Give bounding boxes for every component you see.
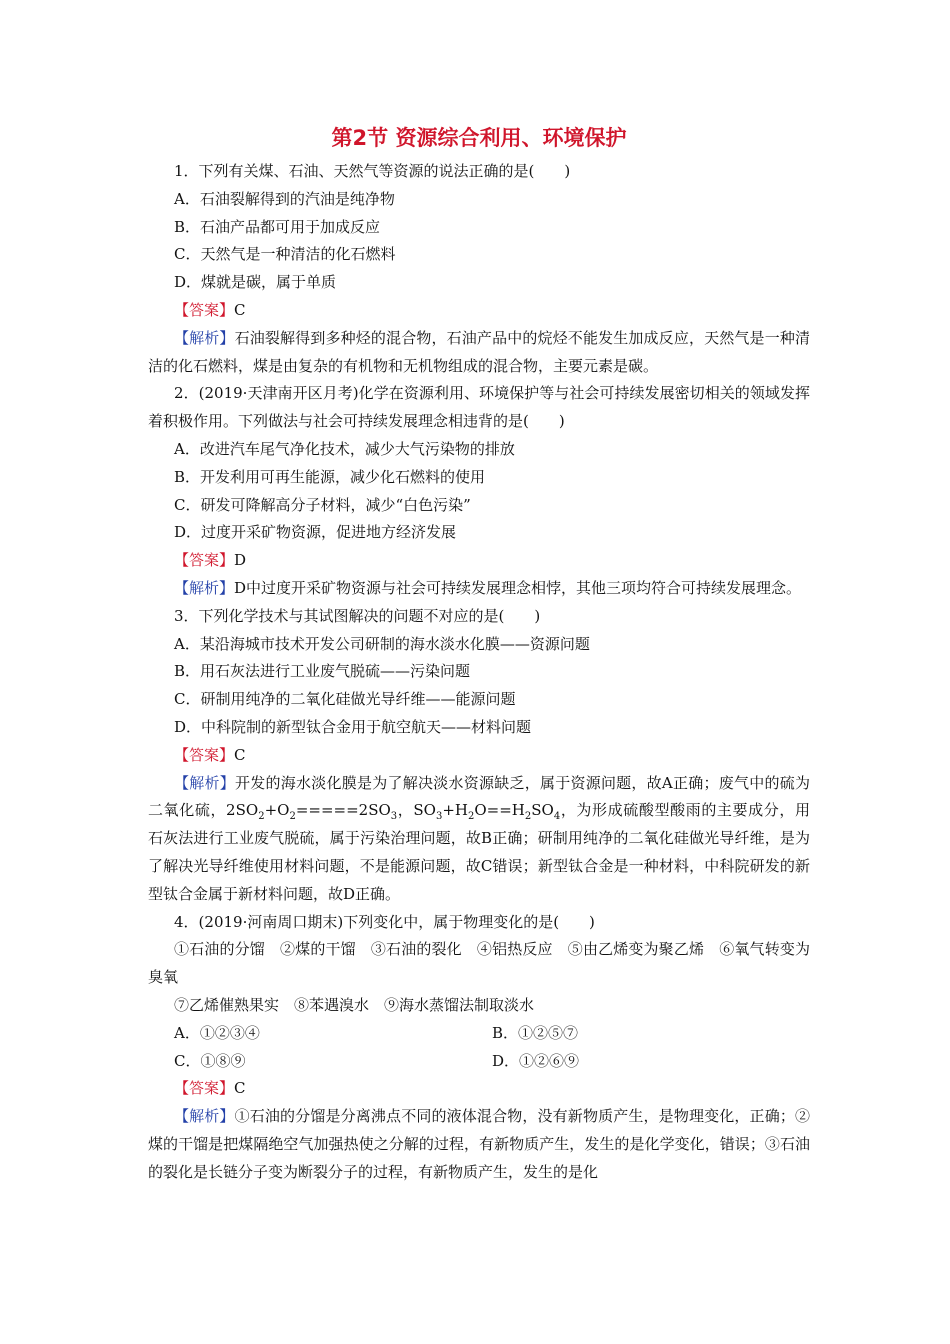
explanation-text-7: SO — [531, 801, 554, 820]
question-2-option-b: B．开发利用可再生能源，减少化石燃料的使用 — [174, 467, 486, 486]
answer-value: D — [234, 551, 247, 570]
question-2 — [148, 380, 810, 602]
question-4-options-cd — [148, 1048, 810, 1076]
answer-tag: 【答案】 — [174, 551, 235, 570]
question-4-options-ab — [148, 1020, 810, 1048]
explanation-text-8: ，为形成硫酸型酸雨的主要成分，用石灰法进行工业废气脱硫，属于污染治理问题，故B正确；研制用纯净的二氧化硅做光导纤维，是为了解决光导纤维使用材料问题，不是能源问题，故C错误；新型钛合金是一种材料，中科院研发的新型钛合金属于新材料问题，故D正确。 — [148, 801, 810, 903]
question-1-option-a: A．石油裂解得到的汽油是纯净物 — [174, 189, 395, 208]
subscript: 3 — [390, 811, 398, 823]
subscript: 2 — [258, 811, 265, 823]
question-4-option-c: C．①⑧⑨ — [174, 1051, 246, 1070]
explanation-text: D中过度开采矿物资源与社会可持续发展理念相悖，其他三项均符合可持续发展理念。 — [234, 578, 802, 597]
question-1-explanation — [148, 325, 810, 381]
explanation-text-4: ，SO — [397, 801, 436, 820]
question-3-option-d: D．中科院制的新型钛合金用于航空航天——材料问题 — [174, 717, 532, 736]
subscript: 2 — [467, 811, 475, 823]
question-4-option-a: A．①②③④ — [174, 1023, 260, 1042]
answer-tag: 【答案】 — [174, 1079, 235, 1098]
question-4-explanation — [148, 1103, 810, 1186]
question-2-option-c: C．研发可降解高分子材料，减少“白色污染” — [174, 495, 471, 514]
answer-tag: 【答案】 — [174, 300, 235, 319]
explanation-text-6: O==H — [474, 801, 525, 820]
question-1-answer — [148, 297, 810, 325]
question-2-stem: 2．(2019·天津南开区月考)化学在资源利用、环境保护等与社会可持续发展密切相关的领域发挥着积极作用。下列做法与社会可持续发展理念相违背的是( ) — [148, 384, 810, 431]
question-4 — [148, 909, 810, 1187]
answer-tag: 【答案】 — [174, 745, 235, 764]
question-4-items-2: ⑦乙烯催熟果实 ⑧苯遇溴水 ⑨海水蒸馏法制取淡水 — [174, 995, 535, 1014]
explanation-text-5: +H — [442, 801, 468, 820]
question-3-explanation — [148, 770, 810, 909]
question-4-answer — [148, 1075, 810, 1103]
question-1-option-b: B．石油产品都可用于加成反应 — [174, 217, 381, 236]
explanation-text-3: =====2SO — [295, 801, 391, 820]
question-4-items-1: ①石油的分馏 ②煤的干馏 ③石油的裂化 ④铝热反应 ⑤由乙烯变为聚乙烯 ⑥氧气转变为臭氧 — [148, 940, 810, 987]
answer-value: C — [234, 300, 246, 319]
question-1-option-c: C．天然气是一种清洁的化石燃料 — [174, 245, 396, 264]
question-2-explanation — [148, 575, 810, 603]
explanation-tag: 【解析】 — [174, 1107, 235, 1126]
page-title: 第2节 资源综合利用、环境保护 — [331, 126, 627, 150]
subscript: 2 — [524, 811, 532, 823]
explanation-tag: 【解析】 — [174, 578, 235, 597]
question-3-option-c: C．研制用纯净的二氧化硅做光导纤维——能源问题 — [174, 690, 516, 709]
question-1-option-d: D．煤就是碳，属于单质 — [174, 273, 337, 292]
subscript: 4 — [553, 811, 561, 823]
explanation-text: 石油裂解得到多种烃的混合物，石油产品中的烷烃不能发生加成反应，天然气是一种清洁的化石燃料，煤是由复杂的有机物和无机物组成的混合物，主要元素是碳。 — [148, 328, 810, 375]
explanation-text-2: +O — [264, 801, 290, 820]
answer-value: C — [234, 745, 246, 764]
question-2-option-d: D．过度开采矿物资源，促进地方经济发展 — [174, 523, 457, 542]
question-3-option-b: B．用石灰法进行工业废气脱硫——污染问题 — [174, 662, 471, 681]
answer-value: C — [234, 1079, 246, 1098]
question-4-stem: 4．(2019·河南周口期末)下列变化中，属于物理变化的是( ) — [174, 912, 595, 931]
question-3 — [148, 603, 810, 909]
question-2-option-a: A．改进汽车尾气净化技术，减少大气污染物的排放 — [174, 439, 515, 458]
question-4-option-d: D．①②⑥⑨ — [492, 1051, 580, 1070]
question-2-answer — [148, 547, 810, 575]
explanation-tag: 【解析】 — [174, 773, 235, 792]
question-1 — [148, 158, 810, 380]
question-3-stem: 3．下列化学技术与其试图解决的问题不对应的是( ) — [174, 606, 541, 625]
question-1-stem: 1．下列有关煤、石油、天然气等资源的说法正确的是( ) — [174, 162, 571, 180]
subscript: 3 — [435, 811, 443, 823]
explanation-text-1: 开发的海水淡化膜是为了解决淡水资源缺乏，属于资源问题，故A正确；废气中的硫为二氧化硫，2SO — [148, 773, 810, 820]
question-3-option-a: A．某沿海城市技术开发公司研制的海水淡水化膜——资源问题 — [174, 634, 590, 653]
question-3-answer — [148, 742, 810, 770]
explanation-text: ①石油的分馏是分离沸点不同的液体混合物，没有新物质产生，是物理变化，正确；②煤的干馏是把煤隔绝空气加强热使之分解的过程，有新物质产生，发生的是化学变化，错误；③石油的裂化是长链分子变为断裂分子的过程，有新物质产生，发生的是化 — [148, 1107, 810, 1181]
explanation-tag: 【解析】 — [174, 328, 235, 347]
subscript: 2 — [289, 811, 296, 823]
question-4-option-b: B．①②⑤⑦ — [492, 1023, 579, 1042]
